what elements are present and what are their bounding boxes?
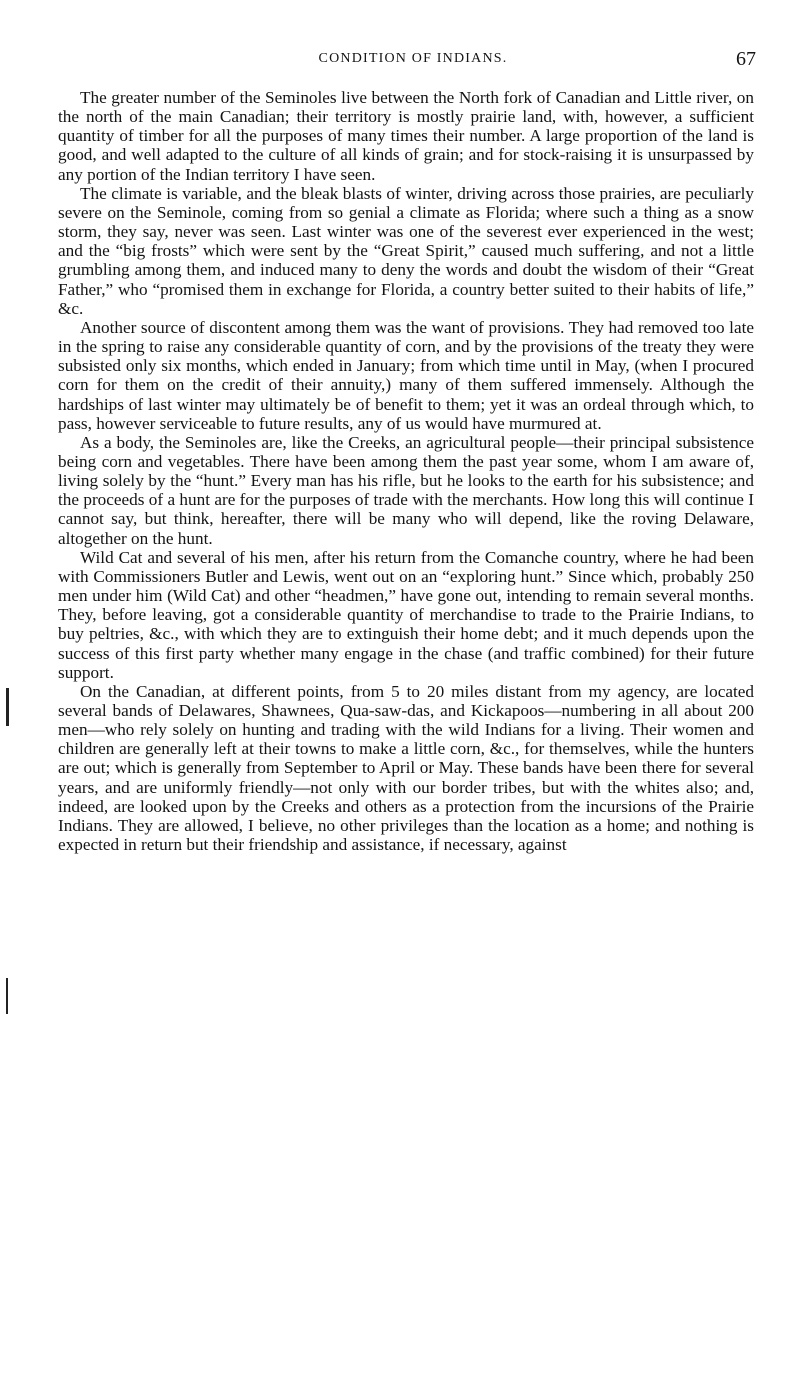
paragraph-canadian-bands: On the Canadian, at different points, from 5 to 20 miles distant from my agency, are located several bands of Delawares, Shawnees, Qua-saw-das, and Kickapoos—numbering in all about 200 men—who rely solely on hunting and trading with the wild Indians for a living. Their women and children are generally left at their towns to make a little corn, &c., for themselves, while the hunters are out; which is generally from September to April or May. These bands have been there for several years, and are uniformly friendly—not only with our border tribes, but with the whites also; and, indeed, are looked upon by the Creeks and others as a protection from the incursions of the Prairie Indians. They are allowed, I believe, no other privileges than the location as a home; and nothing is expected in return but their friendship and assistance, if necessary, against (58, 681, 754, 855)
paragraph-provisions: Another source of discontent among them was the want of provisions. They had removed too late in the spring to raise any considerable quantity of corn, and by the provisions of the treaty they were subsisted only six months, which ended in January; from which time until in May, (when I procured corn for them on the credit of their annuity,) many of them suffered immensely. Although the hardships of last winter may ultimately be of benefit to them; yet it was an ordeal through which, to pass, however serviceable to future results, any of us would have murmured at. (58, 317, 754, 433)
paragraph-agriculture: As a body, the Seminoles are, like the Creeks, an agricultural people—their principal subsistence being corn and vegetables. There have been among them the past year some, whom I am aware of, living solely by the “hunt.” Every man has his rifle, but he looks to the earth for his subsistence; and the proceeds of a hunt are for the purposes of trade with the merchants. How long this will continue I cannot say, but think, hereafter, there will be many who will depend, like the roving Delaware, altogether on the hunt. (58, 432, 754, 548)
page-number: 67 (736, 48, 756, 70)
running-head (58, 48, 768, 74)
body-text (58, 88, 754, 854)
paragraph-climate: The climate is variable, and the bleak blasts of winter, driving across those prairies, are peculiarly severe on the Seminole, coming from so genial a climate as Florida; where such a thing as a snow storm, they say, never was seen. Last winter was one of the severest ever experienced in the west; and the “big frosts” which were sent by the “Great Spirit,” caused much suffering, and not a little grumbling among them, and induced many to deny the words and doubt the wisdom of their “Great Father,” who “promised them in exchange for Florida, a country better suited to their habits of life,” &c. (58, 183, 754, 318)
paragraph-seminole-territory: The greater number of the Seminoles live between the North fork of Canadian and Little river, on the north of the main Canadian; their territory is mostly prairie land, with, however, a sufficient quantity of timber for all the purposes of many times their number. A large proportion of the land is good, and well adapted to the culture of all kinds of grain; and for stock-raising it is unsurpassed by any portion of the Indian territory I have seen. (58, 88, 754, 184)
margin-scan-mark (6, 978, 8, 1014)
running-title: CONDITION OF INDIANS. (318, 51, 508, 66)
margin-scan-mark (6, 688, 9, 726)
paragraph-wild-cat: Wild Cat and several of his men, after his return from the Comanche country, where he had been with Commissioners Butler and Lewis, went out on an “exploring hunt.” Since which, probably 250 men under him (Wild Cat) and other “headmen,” have gone out, intending to remain several months. They, before leaving, got a considerable quantity of merchandise to trade to the Prairie Indians, to buy peltries, &c., with which they are to extinguish their home debt; and it much depends upon the success of this first party whether many engage in the chase (and traffic combined) for their future support. (58, 547, 754, 682)
